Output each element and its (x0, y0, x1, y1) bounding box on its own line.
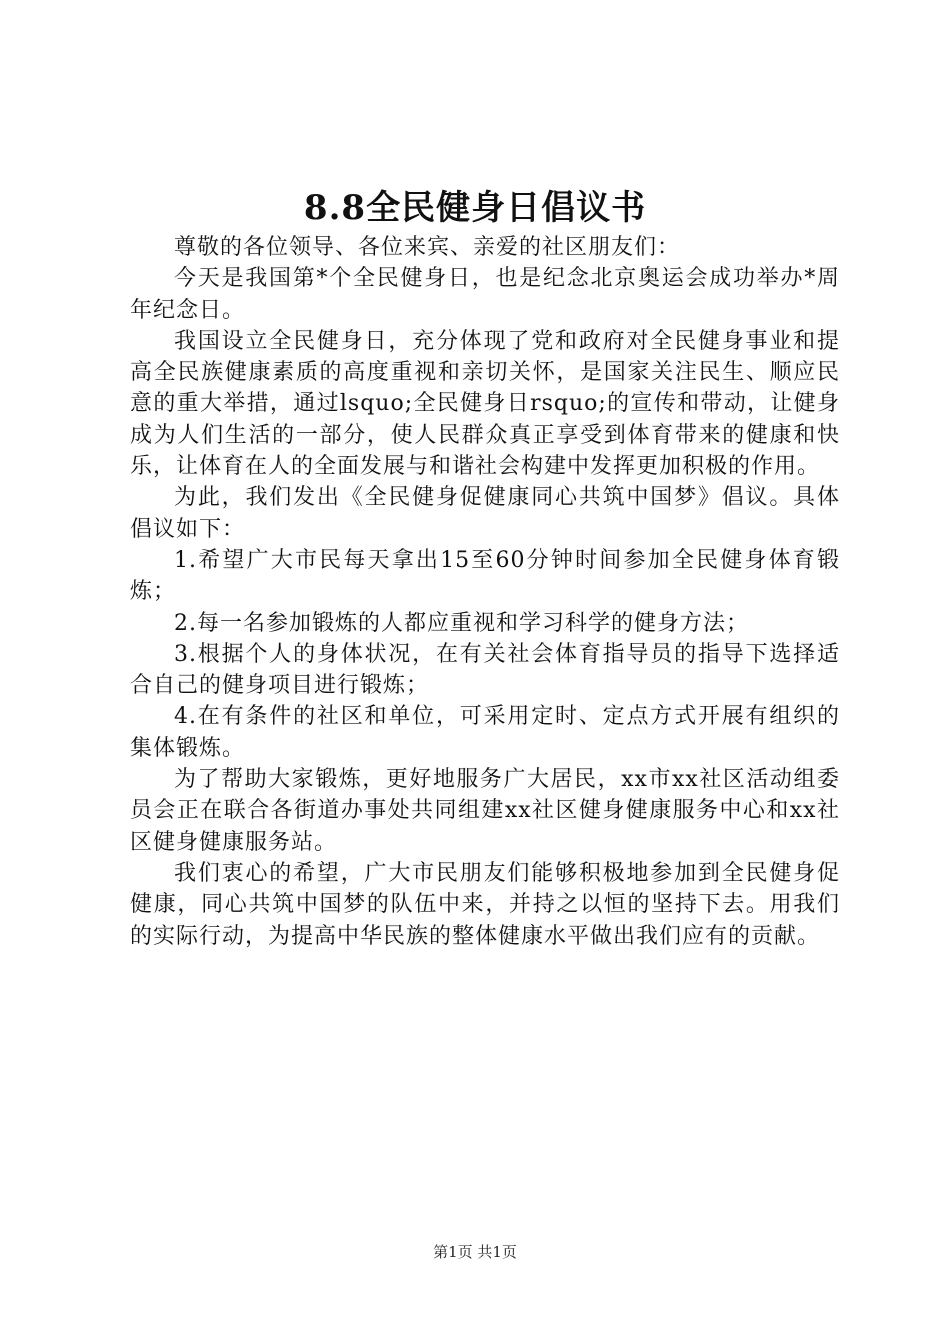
paragraph-salutation: 尊敬的各位领导、各位来宾、亲爱的社区朋友们： (174, 235, 681, 260)
document-title: 8.8全民健身日倡议书 (303, 188, 647, 228)
paragraph-intro: 今天是我国第*个全民健身日，也是纪念北京奥运会成功举办*周年纪念日。 (130, 266, 840, 323)
proposal-item-2: 2.每一名参加锻炼的人都应重视和学习科学的健身方法； (174, 610, 749, 636)
document-body (130, 232, 840, 952)
paragraph-proposal: 为此，我们发出《全民健身促健康同心共筑中国梦》倡议。具体倡议如下： (130, 485, 840, 542)
proposal-item-3: 3.根据个人的身体状况，在有关社会体育指导员的指导下选择适合自己的健身项目进行锻炼； (130, 641, 840, 699)
paragraph-closing: 我们衷心的希望，广大市民朋友们能够积极地参加到全民健身促健康，同心共筑中国梦的队伍中来，并持之以恒的坚持下去。用我们的实际行动，为提高中华民族的整体健康水平做出我们应有的贡献。 (130, 860, 840, 949)
proposal-item-4: 4.在有条件的社区和单位，可采用定时、定点方式开展有组织的集体锻炼。 (130, 704, 840, 761)
proposal-item-1: 1.希望广大市民每天拿出15至60分钟时间参加全民健身体育锻炼； (130, 547, 840, 605)
page-footer: 第1页 共1页 (433, 1243, 517, 1261)
paragraph-service: 为了帮助大家锻炼，更好地服务广大居民，xx市xx社区活动组委员会正在联合各街道办事处共同组建xx社区健身健康服务中心和xx社区健身健康服务站。 (130, 767, 840, 855)
paragraph-significance: 我国设立全民健身日，充分体现了党和政府对全民健身事业和提高全民族健康素质的高度重视和亲切关怀，是国家关注民生、顺应民意的重大举措，通过lsquo;全民健身日rsquo;的宣传和带动，让健身成为人们生活的一部分，使人民群众真正享受到体育带来的健康和快乐，让体育在人的全面发展与和谐社会构建中发挥更加积极的作用。 (130, 328, 840, 480)
